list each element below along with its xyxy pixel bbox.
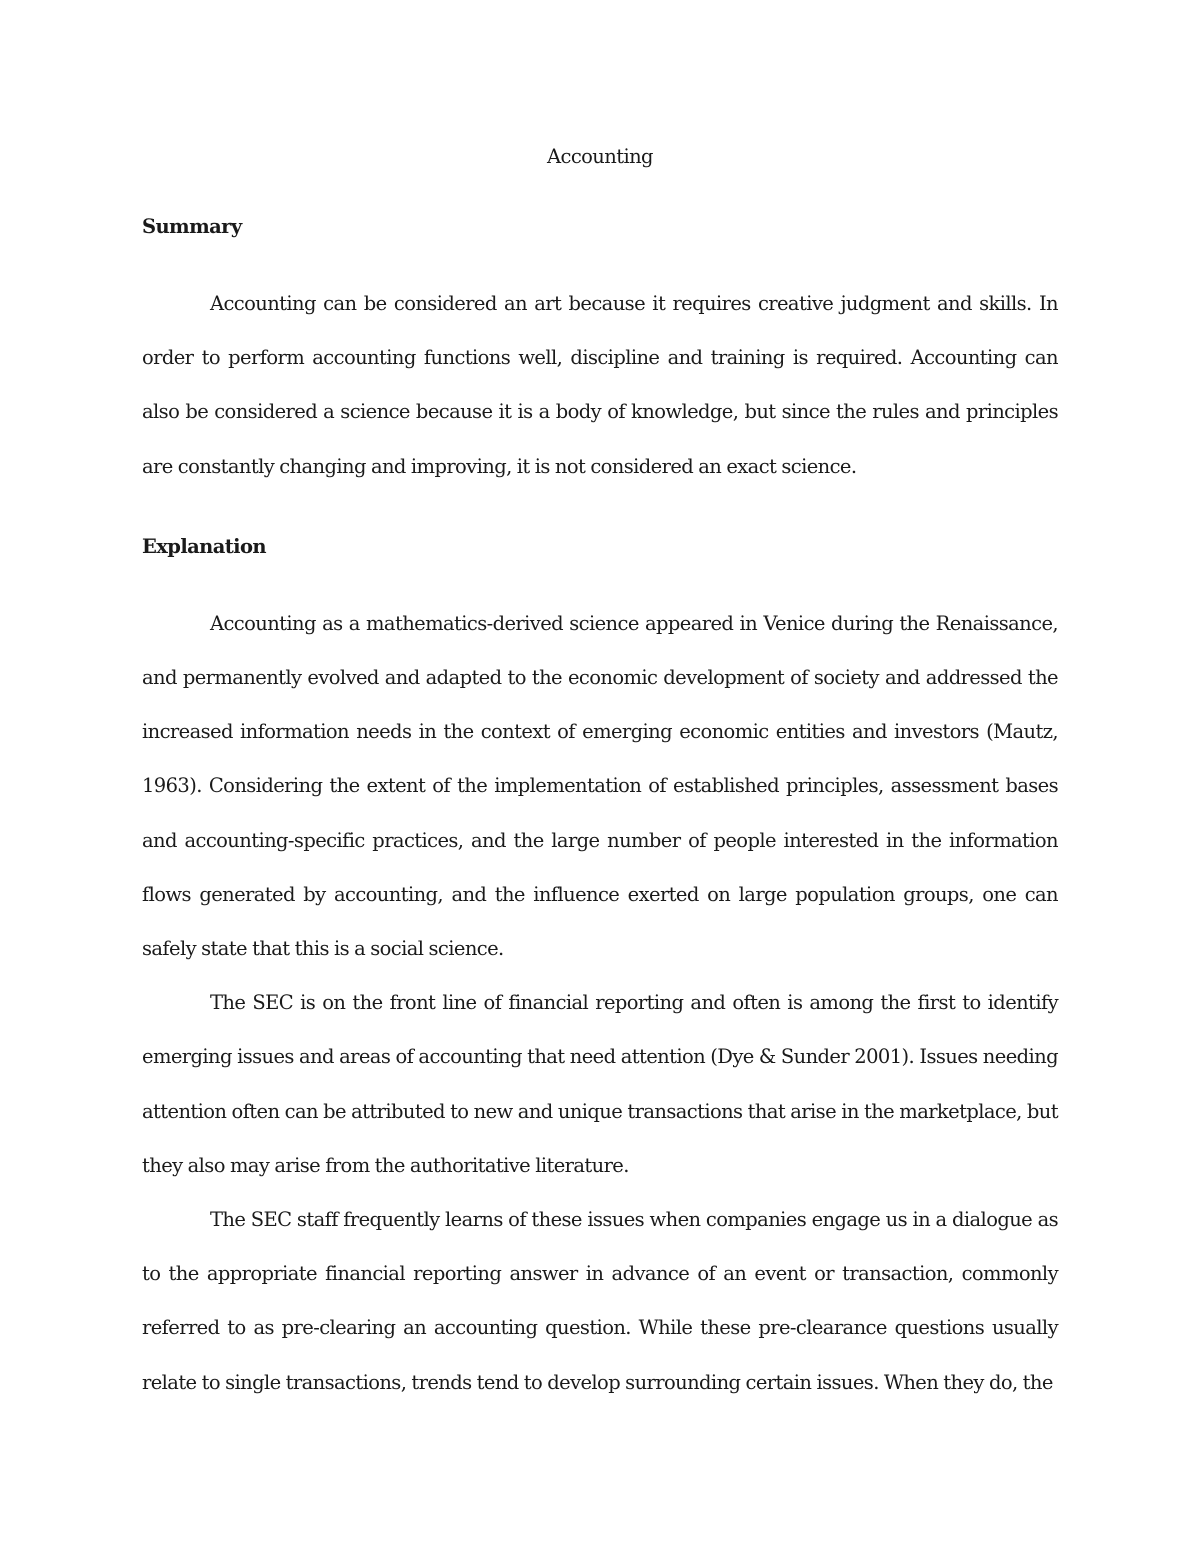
summary-paragraph: Accounting can be considered an art because it requires creative judgment and skills. In order to perform accounting functions well, discipline and training is required. Accounting can also be considered a science because it is a body of knowledge, but since the rules and principles are constantly changing and improving, it is not considered an exact science. — [142, 292, 1058, 478]
section-heading-explanation: Explanation — [142, 534, 266, 558]
explanation-paragraph-1: Accounting as a mathematics-derived science appeared in Venice during the Renaissance, and permanently evolved and adapted to the economic development of society and addressed the increased information needs in the context of emerging economic entities and investors (Mautz, 1963). Considering the extent of the implementation of established principles, assessment bases and accounting-specific practices, and the large number of people interested in the information flows generated by accounting, and the influence exerted on large population groups, one can safely state that this is a social science. — [142, 611, 1058, 961]
explanation-paragraph-3: The SEC staff frequently learns of these issues when companies engage us in a dialogue as to the appropriate financial reporting answer in advance of an event or transaction, commonly referred to as pre-clearing an accounting question. While these pre-clearance questions usually relate to single transactions, trends tend to develop surrounding certain issues. When they do, the — [142, 1208, 1058, 1394]
section-heading-summary: Summary — [142, 215, 242, 238]
document-body — [142, 140, 1058, 1410]
document-title: Accounting — [547, 145, 653, 168]
explanation-paragraph-2: The SEC is on the front line of financial reporting and often is among the first to identify emerging issues and areas of accounting that need attention (Dye & Sunder 2001). Issues needing attention often can be attributed to new and unique transactions that arise in the marketplace, but they also may arise from the authoritative literature. — [142, 991, 1058, 1177]
